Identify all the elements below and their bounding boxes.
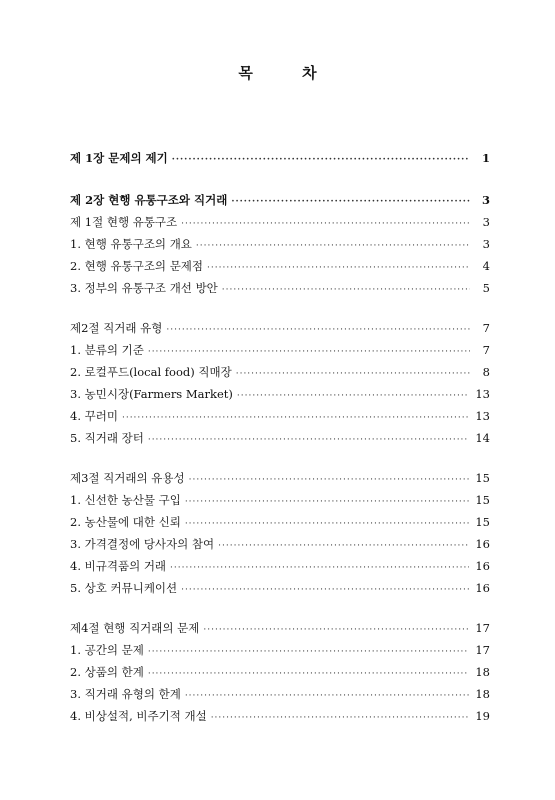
toc-entry [70, 341, 490, 359]
toc-entry [70, 385, 490, 403]
toc-dot-leader [148, 643, 470, 661]
toc-entry [70, 619, 490, 637]
toc-dot-leader [237, 387, 469, 405]
toc-entry [70, 641, 490, 659]
toc-entry [70, 407, 490, 425]
toc-entry-page: 8 [482, 365, 490, 379]
toc-entry [70, 363, 490, 381]
toc-dot-leader [211, 709, 470, 727]
toc-entry [70, 149, 490, 167]
toc-entry-label: 1. 공간의 문제 [70, 643, 144, 657]
toc-entry-page: 15 [475, 515, 490, 529]
page-title: 목 차 [238, 64, 339, 82]
toc-entry [70, 491, 490, 509]
toc-entry [70, 469, 490, 487]
toc-dot-leader [185, 493, 470, 511]
toc-entry [70, 257, 490, 275]
toc-entry-page: 14 [475, 431, 490, 445]
toc-entry-label: 제 1장 문제의 제기 [70, 151, 168, 165]
toc-entry-label: 3. 직거래 유형의 한계 [70, 687, 181, 701]
toc-entry-label: 3. 가격결정에 당사자의 참여 [70, 537, 215, 551]
toc-entry-label: 4. 꾸러미 [70, 409, 118, 423]
toc-entry-label: 2. 로컬푸드(local food) 직매장 [70, 365, 232, 379]
toc-entry-label: 1. 분류의 기준 [70, 343, 144, 357]
toc-entry [70, 213, 490, 231]
toc-entry-page: 15 [475, 471, 490, 485]
toc-entry [70, 191, 490, 209]
toc-entry-label: 4. 비상설적, 비주기적 개설 [70, 709, 207, 723]
toc-entry-label: 제 1절 현행 유통구조 [70, 215, 178, 229]
toc-entry-page: 16 [475, 581, 490, 595]
toc-dot-leader [185, 515, 470, 533]
toc-entry [70, 707, 490, 725]
toc-dot-leader [231, 193, 470, 211]
toc-entry [70, 279, 490, 297]
toc-entry [70, 235, 490, 253]
toc-dot-leader [181, 581, 469, 599]
toc-entry-page: 1 [481, 151, 490, 165]
toc-dot-leader [185, 687, 470, 705]
toc-dot-leader [148, 665, 470, 683]
toc-entry [70, 685, 490, 703]
toc-dot-leader [122, 409, 469, 427]
toc-dot-leader [181, 215, 470, 233]
toc-entry-page: 3 [482, 237, 490, 251]
toc-dot-leader [189, 471, 470, 489]
toc-entry-page: 19 [475, 709, 490, 723]
toc-entry-page: 13 [475, 409, 490, 423]
toc-dot-leader [203, 621, 469, 639]
toc-entry-label: 5. 직거래 장터 [70, 431, 144, 445]
toc-entry-label: 제 2장 현행 유통구조와 직거래 [70, 193, 228, 207]
toc-dot-leader [196, 237, 470, 255]
toc-dot-leader [207, 259, 470, 277]
toc-entry-label: 1. 현행 유통구조의 개요 [70, 237, 192, 251]
toc-entry-label: 1. 신선한 농산물 구입 [70, 493, 181, 507]
toc-entry-label: 제3절 직거래의 유용성 [70, 471, 185, 485]
toc-dot-leader [172, 151, 470, 169]
toc-entry [70, 663, 490, 681]
toc-entry [70, 579, 490, 597]
toc-dot-leader [148, 343, 470, 361]
toc-entry-label: 제4절 현행 직거래의 문제 [70, 621, 200, 635]
toc-entry-page: 18 [475, 687, 490, 701]
toc-entry-label: 2. 상품의 한계 [70, 665, 144, 679]
toc-entry-page: 4 [482, 259, 490, 273]
toc-entry-label: 3. 농민시장(Farmers Market) [70, 387, 233, 401]
toc-entry-page: 3 [482, 215, 490, 229]
toc-entry [70, 319, 490, 337]
toc-entry-label: 4. 비규격품의 거래 [70, 559, 167, 573]
toc-dot-leader [148, 431, 470, 449]
toc-entry [70, 535, 490, 553]
toc-entry-page: 5 [482, 281, 490, 295]
toc-entry-label: 3. 정부의 유통구조 개선 방안 [70, 281, 218, 295]
toc-entry-page: 3 [481, 193, 490, 207]
toc-dot-leader [218, 537, 469, 555]
toc-entry-page: 16 [475, 559, 490, 573]
toc-entry-page: 7 [482, 343, 490, 357]
toc-entry-page: 17 [475, 621, 490, 635]
toc-entry-page: 16 [475, 537, 490, 551]
toc-entry [70, 429, 490, 447]
toc-dot-leader [222, 281, 470, 299]
toc-entry-page: 17 [475, 643, 490, 657]
toc-dot-leader [166, 321, 470, 339]
toc-entry-label: 2. 농산물에 대한 신뢰 [70, 515, 181, 529]
toc-dot-leader [236, 365, 470, 383]
toc-entry-page: 13 [475, 387, 490, 401]
toc-entry [70, 557, 490, 575]
toc-entry-page: 7 [482, 321, 490, 335]
toc-entry [70, 513, 490, 531]
toc-entry-page: 18 [475, 665, 490, 679]
toc-dot-leader [170, 559, 469, 577]
toc-entry-label: 2. 현행 유통구조의 문제점 [70, 259, 204, 273]
toc-entry-page: 15 [475, 493, 490, 507]
toc-entry-label: 5. 상호 커뮤니케이션 [70, 581, 178, 595]
toc-entry-label: 제2절 직거래 유형 [70, 321, 163, 335]
